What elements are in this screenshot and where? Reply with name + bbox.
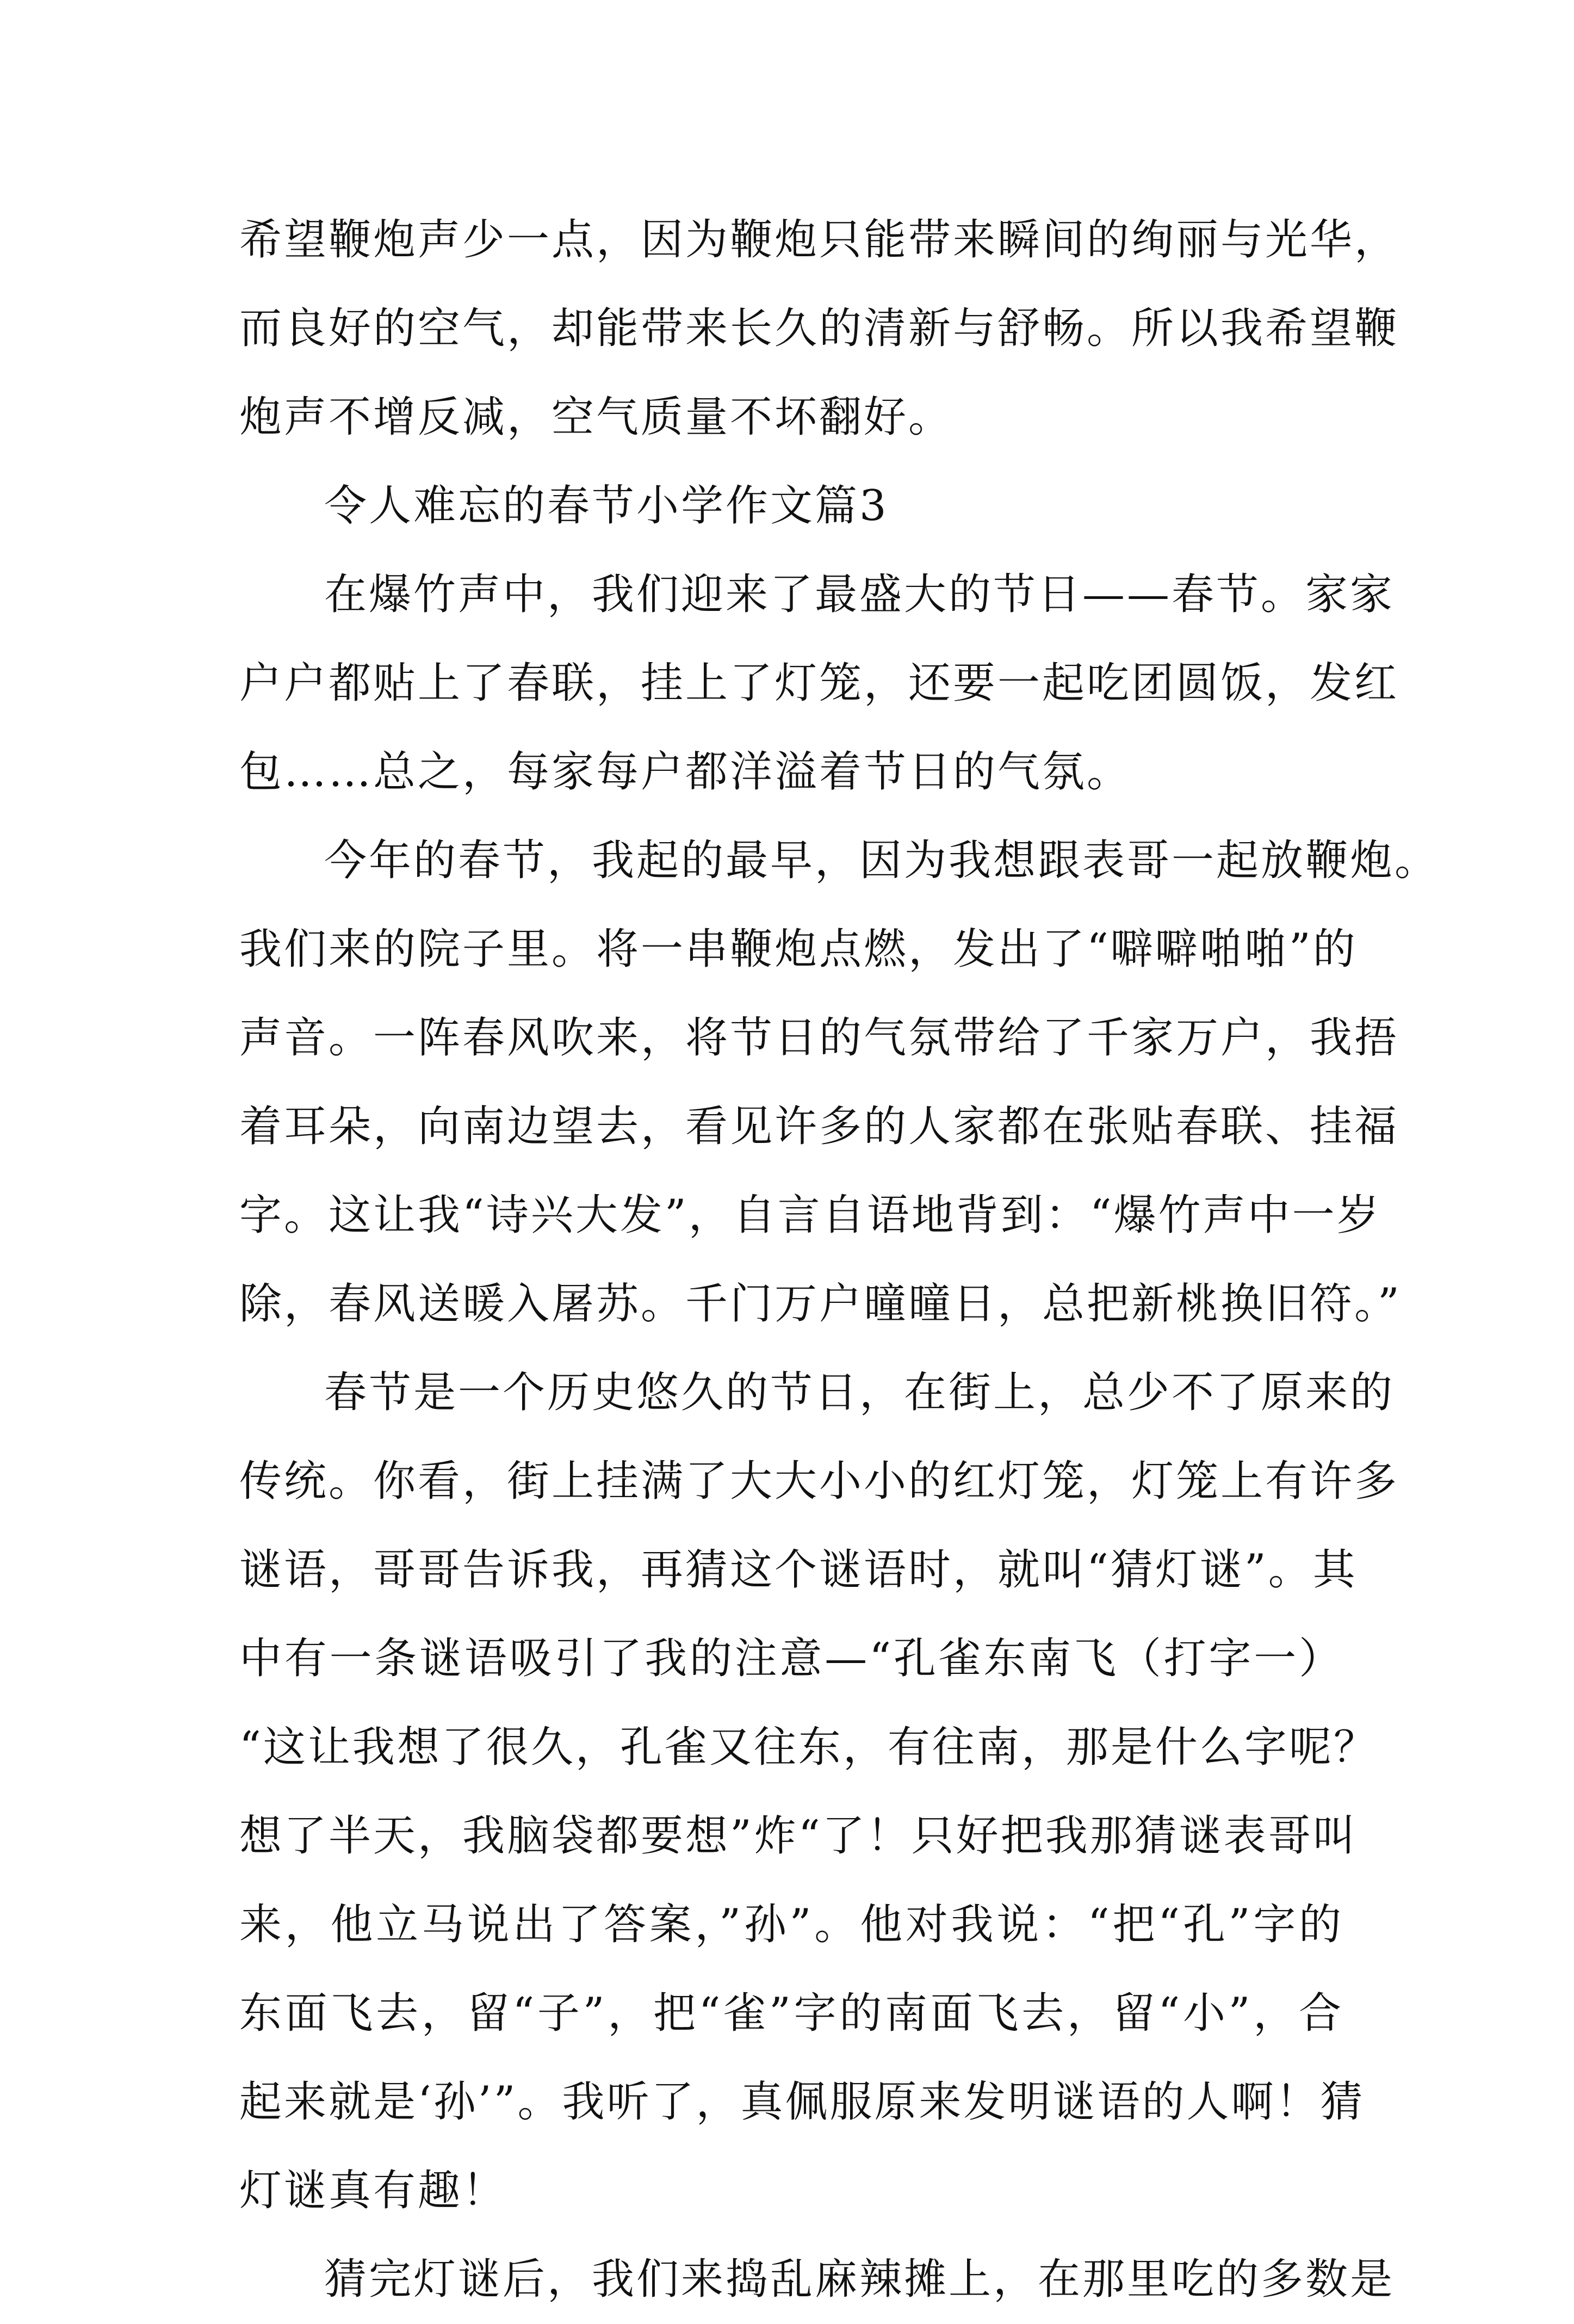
text-line: 除，春风送暖入屠苏。千门万户曈曈日，总把新桃换旧符。” xyxy=(239,1280,1402,1328)
text-line: 而良好的空气，却能带来长久的清新与舒畅。所以我希望鞭 xyxy=(239,304,1399,353)
essay-body xyxy=(239,196,1440,2324)
text-line: 来，他立马说出了答案，”孙”。他对我说：“把“孔”字的 xyxy=(239,1900,1343,1949)
text-line: 起来就是‘孙’”。我听了，真佩服原来发明谜语的人啊！猜 xyxy=(239,2078,1365,2127)
paragraph-first-line: 令人难忘的春节小学作文篇3 xyxy=(324,481,889,530)
text-line: 字。这让我“诗兴大发”，自言自语地背到：“爆竹声中一岁 xyxy=(239,1191,1381,1240)
text-line: 户户都贴上了春联，挂上了灯笼，还要一起吃团圆饭，发红 xyxy=(239,659,1399,708)
text-line: 包……总之，每家每户都洋溢着节日的气氛。 xyxy=(239,747,1132,796)
text-line: “这让我想了很久，孔雀又往东，有往南，那是什么字呢？ xyxy=(239,1723,1378,1772)
text-line: 传统。你看，街上挂满了大大小小的红灯笼，灯笼上有许多 xyxy=(239,1457,1399,1506)
paragraph-first-line: 猜完灯谜后，我们来捣乱麻辣摊上，在那里吃的多数是 xyxy=(324,2255,1395,2304)
paragraph-first-line: 在爆竹声中，我们迎来了最盛大的节日——春节。家家 xyxy=(324,570,1395,619)
text-line: 东面飞去，留“子”，把“雀”字的南面飞去，留“小”，合 xyxy=(239,1989,1343,2038)
text-line: 着耳朵，向南边望去，看见许多的人家都在张贴春联、挂福 xyxy=(239,1102,1399,1151)
text-line: 我们来的院子里。将一串鞭炮点燃，发出了“噼噼啪啪”的 xyxy=(239,925,1358,974)
paragraph-first-line: 今年的春节，我起的最早，因为我想跟表哥一起放鞭炮。 xyxy=(324,836,1440,885)
text-line: 想了半天，我脑袋都要想”炸“了！只好把我那猜谜表哥叫 xyxy=(239,1812,1358,1861)
text-line: 谜语，哥哥告诉我，再猜这个谜语时，就叫“猜灯谜”。其 xyxy=(239,1546,1358,1594)
paragraph-first-line: 春节是一个历史悠久的节日，在街上，总少不了原来的 xyxy=(324,1368,1395,1417)
text-line: 灯谜真有趣！ xyxy=(239,2166,507,2215)
text-line: 炮声不增反减，空气质量不坏翻好。 xyxy=(239,393,953,442)
text-line: 希望鞭炮声少一点，因为鞭炮只能带来瞬间的绚丽与光华， xyxy=(239,215,1399,264)
text-line: 中有一条谜语吸引了我的注意—“孔雀东南飞（打字一） xyxy=(239,1634,1343,1683)
text-line: 声音。一阵春风吹来，将节日的气氛带给了千家万户，我捂 xyxy=(239,1013,1399,1062)
